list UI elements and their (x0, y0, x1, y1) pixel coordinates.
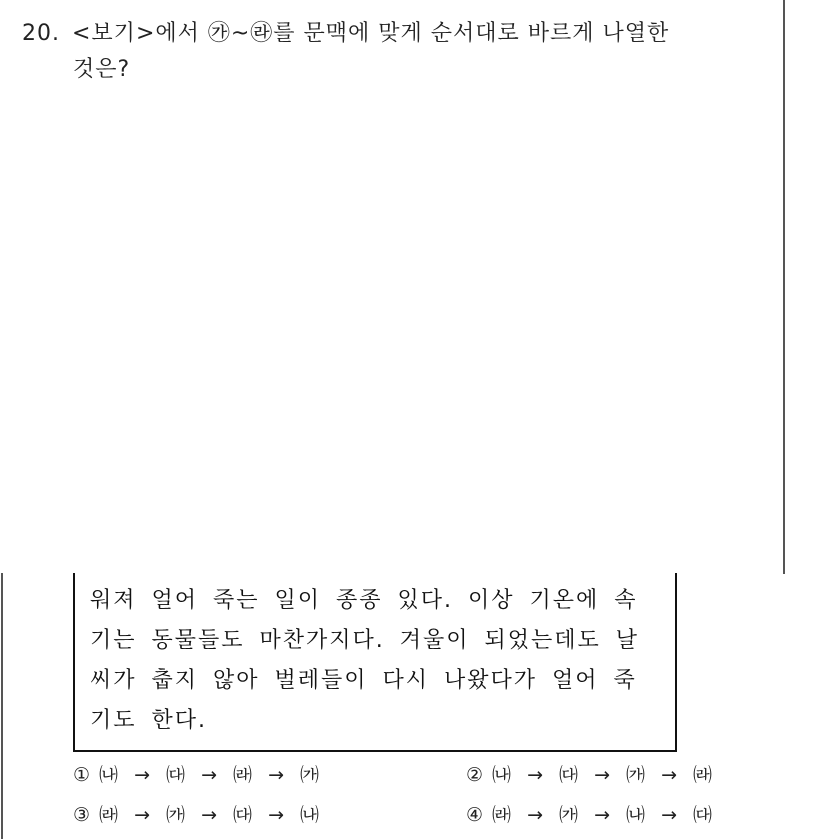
choice-1[interactable] (73, 758, 320, 792)
choice-3[interactable] (73, 798, 320, 832)
answer-choices (73, 758, 773, 838)
choice-sequence: ㈏ → ㈐ → ㈎ → ㈑ (492, 764, 714, 786)
choice-row-2 (73, 798, 773, 838)
question-number: 20. (22, 21, 60, 46)
question-stem (22, 16, 772, 88)
passage-text (90, 581, 665, 741)
page-column-divider-left (1, 573, 3, 839)
choice-4[interactable] (466, 798, 713, 832)
passage-box (73, 573, 677, 752)
page-column-divider-right (783, 0, 785, 574)
passage-line: 워져 얼어 죽는 일이 종종 있다. 이상 기온에 속 (90, 588, 638, 613)
question-line-1 (22, 16, 772, 52)
passage-line: 씨가 춥지 않아 벌레들이 다시 나왔다가 얼어 죽 (90, 668, 637, 693)
question-text-line-2: 것은? (73, 57, 131, 82)
passage-line: 기도 한다. (90, 708, 207, 733)
choice-sequence: ㈑ → ㈎ → ㈏ → ㈐ (492, 804, 714, 826)
choice-marker: ① (73, 764, 92, 786)
choice-2[interactable] (466, 758, 713, 792)
choice-marker: ② (466, 764, 485, 786)
question-text-line-1: <보기>에서 ㉮~㉱를 문맥에 맞게 순서대로 바르게 나열한 (72, 21, 670, 46)
choice-sequence: ㈏ → ㈐ → ㈑ → ㈎ (99, 764, 321, 786)
choice-sequence: ㈑ → ㈎ → ㈐ → ㈏ (99, 804, 321, 826)
choice-row-1 (73, 758, 773, 798)
choice-marker: ③ (73, 804, 92, 826)
passage-line: 기는 동물들도 마찬가지다. 겨울이 되었는데도 날 (90, 628, 640, 653)
choice-marker: ④ (466, 804, 485, 826)
